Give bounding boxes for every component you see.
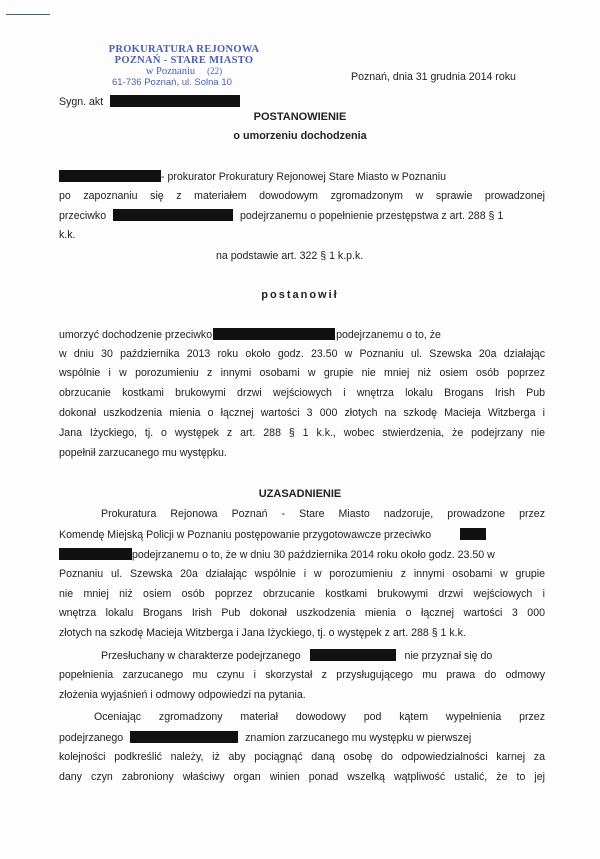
just-p2-line-3: złożenia wyjaśnień i odmowy odpowiedzi na pytania. <box>59 689 306 701</box>
decision-line-5: dokonał uszkodzenia mienia o łącznej wartości 3 000 złotych na szkodę Macieja Witzberga i <box>59 407 545 419</box>
legal-basis: na podstawie art. 322 § 1 k.p.k. <box>216 250 364 262</box>
redaction <box>59 170 161 182</box>
intro-line-4: k.k. <box>59 229 76 241</box>
redaction <box>59 548 132 560</box>
just-p1-line-1: Prokuratura Rejonowa Poznań - Stare Miasto nadzoruje, prowadzone przez <box>101 508 545 520</box>
just-p3-line-3: kolejności podkreślić należy, iż aby pociągnąć daną osobę do odpowiedzialności karnej za <box>59 751 545 763</box>
just-p2-line-2: popełnienia zarzucanego mu czynu i skorzystał z przysługującego mu prawa do odmowy <box>59 669 545 681</box>
just-p1-line-4: Poznaniu ul. Szewska 20a działając wspólnie i w porozumieniu z innymi osobami w grupie <box>59 568 545 580</box>
just-p1-line-3: podejrzanemu o to, że w dniu 30 października 2014 roku około godz. 23.50 w <box>59 548 545 561</box>
case-ref <box>59 95 240 108</box>
just-p3-line-1: Oceniając zgromadzony materiał dowodowy pod kątem wypełnienia przez <box>94 711 545 723</box>
place-date: Poznań, dnia 31 grudnia 2014 roku <box>351 71 516 83</box>
case-ref-label: Sygn. akt <box>59 96 104 108</box>
stamp-number: (22) <box>207 66 223 76</box>
stamp-line-3: w Poznaniu (22) <box>145 66 223 77</box>
intro-line-1: - prokurator Prokuratury Rejonowej Stare Miasto w Poznaniu <box>59 170 545 183</box>
decision-line-4: obrzucanie kostkami brukowymi drzwi wejściowych i wnętrza lokalu Brogans Irish Pub <box>59 387 545 399</box>
just-p2-line-1: Przesłuchany w charakterze podejrzanego nie przyznał się do <box>101 650 493 662</box>
decision-line-6: Jana Iżyckiego, tj. o występek z art. 288 § 1 k.k., wobec stwierdzenia, że podejrzany nie <box>59 427 545 439</box>
redaction <box>110 95 240 107</box>
just-p1-line-5: nie mniej niż osiem osób poprzez obrzucanie kostkami brukowymi drzwi wejściowych i <box>59 588 545 600</box>
decision-line-7: popełnił zarzucanego mu występku. <box>59 447 227 459</box>
intro-line-3: przeciwko podejrzanemu o popełnienie przestępstwa z art. 288 § 1 <box>59 210 504 222</box>
document-subtitle: o umorzeniu dochodzenia <box>233 130 367 142</box>
stamp-line-1: PROKURATURA REJONOWA <box>108 44 260 55</box>
just-p3-line-4: dany czyn zabroniony właściwy organ winien ponad wszelką wątpliwość ustalić, że to jej <box>59 771 545 783</box>
just-p1-line-6: wnętrza lokalu Brogans Irish Pub dokonał uszkodzenia mienia o łącznej wartości 3 000 <box>59 607 545 619</box>
redaction <box>310 649 396 661</box>
just-p1-line-7: złotych na szkodę Macieja Witzberga i Jana Iżyckiego, tj. o występek z art. 288 § 1 k.k. <box>59 627 466 639</box>
redaction <box>460 528 486 540</box>
decision-line-2: w dniu 30 października 2013 roku około godz. 23.50 w Poznaniu ul. Szewska 20a działając <box>59 348 545 360</box>
redaction <box>113 209 233 221</box>
office-stamp <box>104 44 264 88</box>
document-title: POSTANOWIENIE <box>253 111 347 123</box>
redaction <box>213 328 335 340</box>
intro-line-2: po zapoznaniu się z materiałem dowodowym zgromadzonym w sprawie prowadzonej <box>59 190 545 202</box>
justification-heading: UZASADNIENIE <box>258 488 342 500</box>
decision-line-3: wspólnie i w porozumieniu z innymi osobami w grupie nie mniej niż osiem osób poprzez <box>59 367 545 379</box>
decided-heading: postanowił <box>261 289 339 301</box>
scan-mark <box>6 14 50 15</box>
stamp-line-2: POZNAŃ - STARE MIASTO <box>114 55 254 66</box>
just-p3-line-2: podejrzanego znamion zarzucanego mu występku w pierwszej <box>59 732 472 744</box>
just-p1-line-2: Komendę Miejską Policji w Poznaniu postępowanie przygotowawcze przeciwko <box>59 528 545 541</box>
decision-line-1: umorzyć dochodzenie przeciwko podejrzanemu o to, że <box>59 329 441 341</box>
stamp-address: 61-736 Poznań, ul. Solna 10 <box>112 77 232 88</box>
redaction <box>130 731 238 743</box>
